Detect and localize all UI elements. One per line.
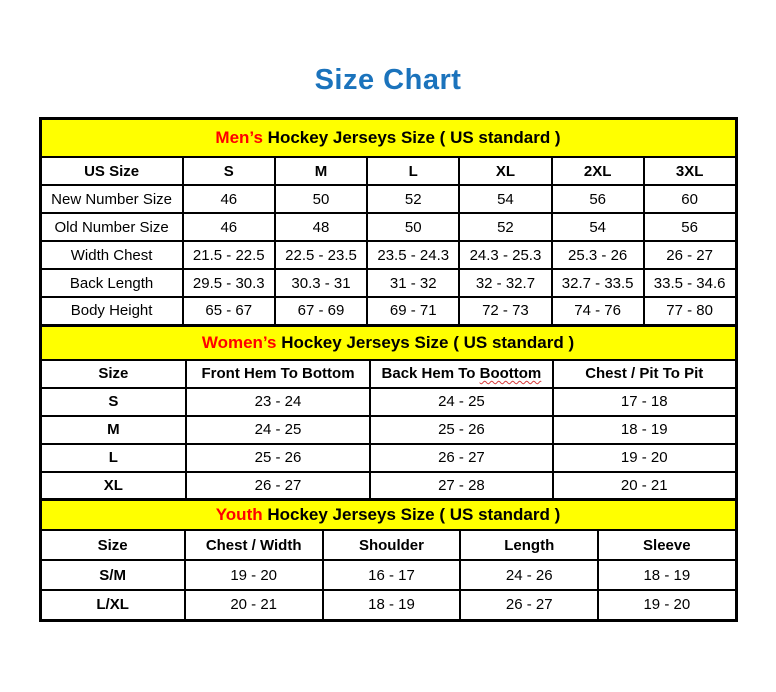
youth-size-table	[39, 498, 738, 622]
section-label: Hockey Jerseys Size ( US standard )	[276, 332, 575, 352]
youth-header-row	[40, 530, 736, 560]
column-header: L	[367, 157, 459, 185]
row-label: L	[40, 444, 186, 472]
value-cell: 32.7 - 33.5	[552, 269, 644, 297]
column-header	[370, 360, 553, 388]
mens-header-row	[40, 157, 736, 185]
table-row	[40, 185, 736, 213]
value-cell: 19 - 20	[185, 560, 323, 590]
womens-header-row	[40, 360, 736, 388]
value-cell: 20 - 21	[553, 472, 736, 500]
table-row	[40, 560, 736, 590]
table-row	[40, 590, 736, 620]
value-cell: 72 - 73	[459, 297, 551, 325]
value-cell: 56	[644, 213, 736, 241]
value-cell: 18 - 19	[598, 560, 736, 590]
table-row	[40, 388, 736, 416]
value-cell: 50	[367, 213, 459, 241]
column-header: 3XL	[644, 157, 736, 185]
table-row	[40, 472, 736, 500]
mens-section-header	[40, 119, 736, 158]
value-cell: 24.3 - 25.3	[459, 241, 551, 269]
column-header: Chest / Pit To Pit	[553, 360, 736, 388]
value-cell: 16 - 17	[323, 560, 461, 590]
row-label: New Number Size	[40, 185, 183, 213]
misspelled-word: Boottom	[479, 365, 542, 382]
section-accent-label: Women’s	[201, 332, 277, 352]
value-cell: 24 - 25	[370, 388, 553, 416]
value-cell: 50	[275, 185, 367, 213]
value-cell: 67 - 69	[275, 297, 367, 325]
value-cell: 33.5 - 34.6	[644, 269, 736, 297]
column-header-text: Back Hem To	[381, 365, 480, 382]
row-label: S/M	[40, 560, 185, 590]
womens-size-table	[39, 324, 738, 502]
column-header: M	[275, 157, 367, 185]
value-cell: 48	[275, 213, 367, 241]
value-cell: 30.3 - 31	[275, 269, 367, 297]
value-cell: 54	[459, 185, 551, 213]
value-cell: 74 - 76	[552, 297, 644, 325]
column-header: XL	[459, 157, 551, 185]
value-cell: 24 - 26	[460, 560, 598, 590]
youth-section-header	[40, 500, 736, 531]
table-row	[40, 269, 736, 297]
value-cell: 52	[459, 213, 551, 241]
mens-band-row	[40, 119, 736, 158]
column-header: 2XL	[552, 157, 644, 185]
value-cell: 46	[183, 213, 275, 241]
value-cell: 23 - 24	[186, 388, 370, 416]
womens-section-header	[40, 325, 736, 360]
value-cell: 65 - 67	[183, 297, 275, 325]
value-cell: 54	[552, 213, 644, 241]
column-header: Length	[460, 530, 598, 560]
section-label: Hockey Jerseys Size ( US standard )	[262, 505, 561, 524]
value-cell: 25 - 26	[370, 416, 553, 444]
value-cell: 25.3 - 26	[552, 241, 644, 269]
column-header: Chest / Width	[185, 530, 323, 560]
value-cell: 17 - 18	[553, 388, 736, 416]
value-cell: 22.5 - 23.5	[275, 241, 367, 269]
table-row	[40, 297, 736, 325]
value-cell: 69 - 71	[367, 297, 459, 325]
value-cell: 52	[367, 185, 459, 213]
value-cell: 26 - 27	[644, 241, 736, 269]
table-row	[40, 213, 736, 241]
value-cell: 56	[552, 185, 644, 213]
section-accent-label: Youth	[215, 505, 263, 524]
column-header: Front Hem To Bottom	[186, 360, 370, 388]
row-label: M	[40, 416, 186, 444]
value-cell: 20 - 21	[185, 590, 323, 620]
value-cell: 26 - 27	[460, 590, 598, 620]
value-cell: 19 - 20	[598, 590, 736, 620]
column-header: Size	[40, 530, 185, 560]
row-label: Width Chest	[40, 241, 183, 269]
page-title: Size Chart	[314, 64, 462, 96]
value-cell: 26 - 27	[370, 444, 553, 472]
value-cell: 18 - 19	[553, 416, 736, 444]
row-label: Back Length	[40, 269, 183, 297]
value-cell: 24 - 25	[186, 416, 370, 444]
youth-band-row	[40, 500, 736, 531]
value-cell: 26 - 27	[186, 472, 370, 500]
column-header: S	[183, 157, 275, 185]
value-cell: 29.5 - 30.3	[183, 269, 275, 297]
section-accent-label: Men’s	[215, 128, 263, 147]
row-label: L/XL	[40, 590, 185, 620]
value-cell: 23.5 - 24.3	[367, 241, 459, 269]
value-cell: 46	[183, 185, 275, 213]
value-cell: 60	[644, 185, 736, 213]
value-cell: 19 - 20	[553, 444, 736, 472]
value-cell: 25 - 26	[186, 444, 370, 472]
column-header: US Size	[40, 157, 183, 185]
value-cell: 32 - 32.7	[459, 269, 551, 297]
womens-band-row	[40, 325, 736, 360]
section-label: Hockey Jerseys Size ( US standard )	[262, 128, 561, 147]
mens-size-table	[39, 117, 738, 327]
row-label: S	[40, 388, 186, 416]
table-row	[40, 416, 736, 444]
row-label: XL	[40, 472, 186, 500]
value-cell: 31 - 32	[367, 269, 459, 297]
row-label: Body Height	[40, 297, 183, 325]
value-cell: 27 - 28	[370, 472, 553, 500]
value-cell: 18 - 19	[323, 590, 461, 620]
column-header: Sleeve	[598, 530, 736, 560]
value-cell: 21.5 - 22.5	[183, 241, 275, 269]
table-row	[40, 444, 736, 472]
column-header: Shoulder	[323, 530, 461, 560]
row-label: Old Number Size	[40, 213, 183, 241]
column-header: Size	[40, 360, 186, 388]
value-cell: 77 - 80	[644, 297, 736, 325]
table-row	[40, 241, 736, 269]
